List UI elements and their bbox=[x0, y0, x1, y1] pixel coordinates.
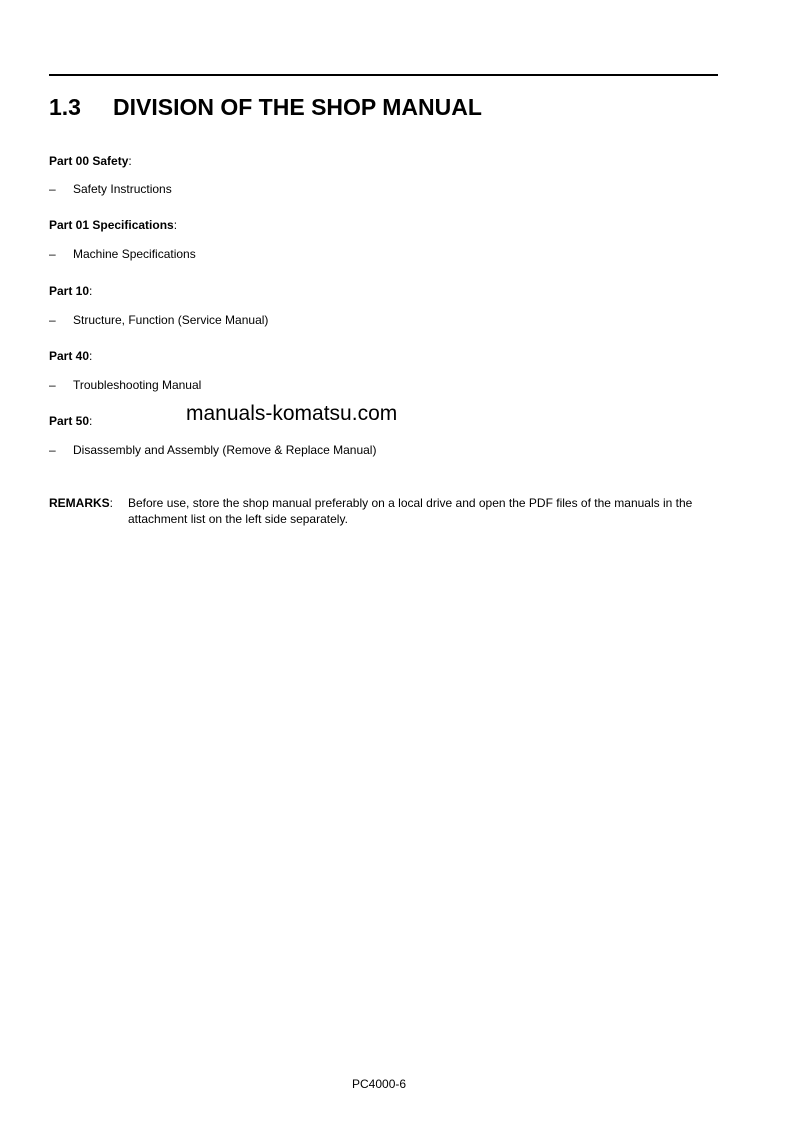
footer-model: PC4000-6 bbox=[352, 1077, 407, 1091]
part-heading-10: Part 10: bbox=[49, 284, 93, 298]
part-heading-01: Part 01 Specifications: bbox=[49, 218, 178, 232]
dash-marker: – bbox=[49, 443, 56, 457]
remarks-text: Before use, store the shop manual preferably on a local drive and open the PDF files of the manuals in the attachment list on the left side separately. bbox=[128, 496, 693, 526]
list-item: – Structure, Function (Service Manual) bbox=[49, 313, 269, 327]
dash-marker: – bbox=[49, 378, 56, 392]
remarks-label: REMARKS: bbox=[49, 496, 114, 510]
section-title bbox=[49, 94, 482, 121]
watermark: manuals-komatsu.com bbox=[186, 402, 398, 425]
part-heading-00: Part 00 Safety: bbox=[49, 154, 132, 168]
list-item: – Safety Instructions bbox=[49, 182, 172, 196]
top-rule bbox=[49, 74, 718, 76]
list-item: – Disassembly and Assembly (Remove & Replace Manual) bbox=[49, 443, 377, 457]
part-heading-40: Part 40: bbox=[49, 349, 93, 363]
list-item: – Troubleshooting Manual bbox=[49, 378, 202, 392]
dash-marker: – bbox=[49, 313, 56, 327]
list-item: – Machine Specifications bbox=[49, 247, 196, 261]
section-heading: DIVISION OF THE SHOP MANUAL bbox=[113, 94, 482, 120]
section-number: 1.3 bbox=[49, 94, 81, 120]
part-heading-50: Part 50: bbox=[49, 414, 93, 428]
remarks-block bbox=[49, 495, 729, 527]
dash-marker: – bbox=[49, 182, 56, 196]
dash-marker: – bbox=[49, 247, 56, 261]
